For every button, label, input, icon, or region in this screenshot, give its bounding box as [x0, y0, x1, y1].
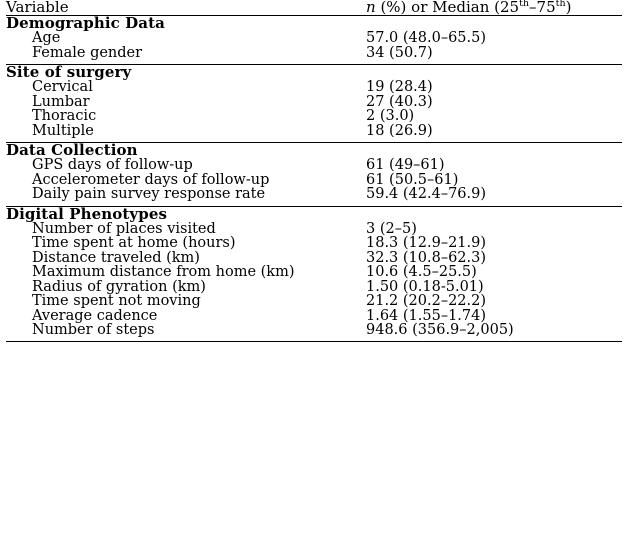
row-label: Multiple — [32, 122, 94, 139]
row-label: Female gender — [32, 44, 143, 61]
section-title: Digital Phenotypes — [6, 204, 168, 223]
section-header-site-of-surgery — [6, 65, 622, 80]
table-row — [6, 222, 622, 237]
row-value: 61 (50.5–61) — [366, 171, 459, 188]
header-value-sup1: th — [519, 0, 530, 9]
row-value: 34 (50.7) — [366, 44, 433, 61]
row-value: 61 (49–61) — [366, 157, 445, 173]
header-value-end: ) — [565, 0, 572, 16]
row-label: Cervical — [32, 79, 93, 95]
table-row — [6, 265, 622, 280]
table-row — [6, 323, 622, 338]
table-row — [6, 294, 622, 309]
statistics-table — [6, 0, 622, 342]
row-label: Time spent at home (hours) — [32, 235, 236, 251]
header-value-mid: –75 — [529, 0, 556, 16]
rule-bottom — [6, 341, 622, 342]
table-row — [6, 187, 622, 202]
section-header-demographic-data — [6, 16, 622, 31]
row-label: Distance traveled (km) — [32, 249, 200, 266]
row-label: Number of places visited — [32, 220, 216, 237]
row-value: 59.4 (42.4–76.9) — [366, 186, 487, 202]
header-value-sup2: th — [555, 0, 566, 9]
header-value-n: n — [366, 0, 376, 16]
row-value: 21.2 (20.2–22.2) — [366, 293, 487, 309]
row-value: 19 (28.4) — [366, 79, 433, 95]
row-value: 1.50 (0.18-5.01) — [366, 278, 484, 295]
row-value: 57.0 (48.0–65.5) — [366, 30, 487, 46]
row-value: 27 (40.3) — [366, 93, 433, 110]
row-value: 10.6 (4.5–25.5) — [366, 264, 477, 280]
table-row — [6, 80, 622, 95]
row-label: Age — [32, 30, 61, 46]
header-value-rest: (%) or Median (25 — [375, 0, 520, 16]
row-label: Maximum distance from home (km) — [32, 264, 295, 280]
table-row — [6, 95, 622, 110]
row-label: Time spent not moving — [32, 293, 201, 309]
section-title-spacer — [366, 16, 622, 31]
header-value — [366, 0, 622, 16]
row-label: Thoracic — [32, 108, 97, 124]
section-title-spacer — [366, 207, 622, 222]
table-row — [6, 31, 622, 46]
row-value: 3 (2–5) — [366, 220, 417, 237]
table-row — [6, 46, 622, 61]
section-header-data-collection — [6, 143, 622, 158]
table-row — [6, 280, 622, 295]
section-title: Data Collection — [6, 141, 138, 159]
row-label: Average cadence — [32, 307, 158, 324]
section-title-spacer — [366, 65, 622, 80]
row-value: 32.3 (10.8–62.3) — [366, 249, 487, 266]
row-label: GPS days of follow-up — [32, 157, 193, 173]
row-label: Number of steps — [32, 322, 155, 338]
header-variable: Variable — [6, 0, 69, 16]
table-row — [6, 124, 622, 139]
row-label: Accelerometer days of follow-up — [32, 171, 270, 188]
table-row — [6, 251, 622, 266]
table-row — [6, 173, 622, 188]
section-header-digital-phenotypes — [6, 207, 622, 222]
row-value: 18.3 (12.9–21.9) — [366, 235, 487, 251]
row-value: 948.6 (356.9–2,005) — [366, 322, 514, 338]
row-label: Daily pain survey response rate — [32, 186, 266, 202]
section-title: Site of surgery — [6, 63, 132, 81]
table-row — [6, 158, 622, 173]
table-row — [6, 309, 622, 324]
row-value: 18 (26.9) — [366, 122, 433, 139]
table-row — [6, 109, 622, 124]
row-value: 2 (3.0) — [366, 108, 415, 124]
section-title: Demographic Data — [6, 14, 165, 32]
row-label: Radius of gyration (km) — [32, 278, 206, 295]
table-row — [6, 236, 622, 251]
section-title-spacer — [366, 143, 622, 158]
row-value: 1.64 (1.55–1.74) — [366, 307, 487, 324]
row-label: Lumbar — [32, 93, 90, 110]
